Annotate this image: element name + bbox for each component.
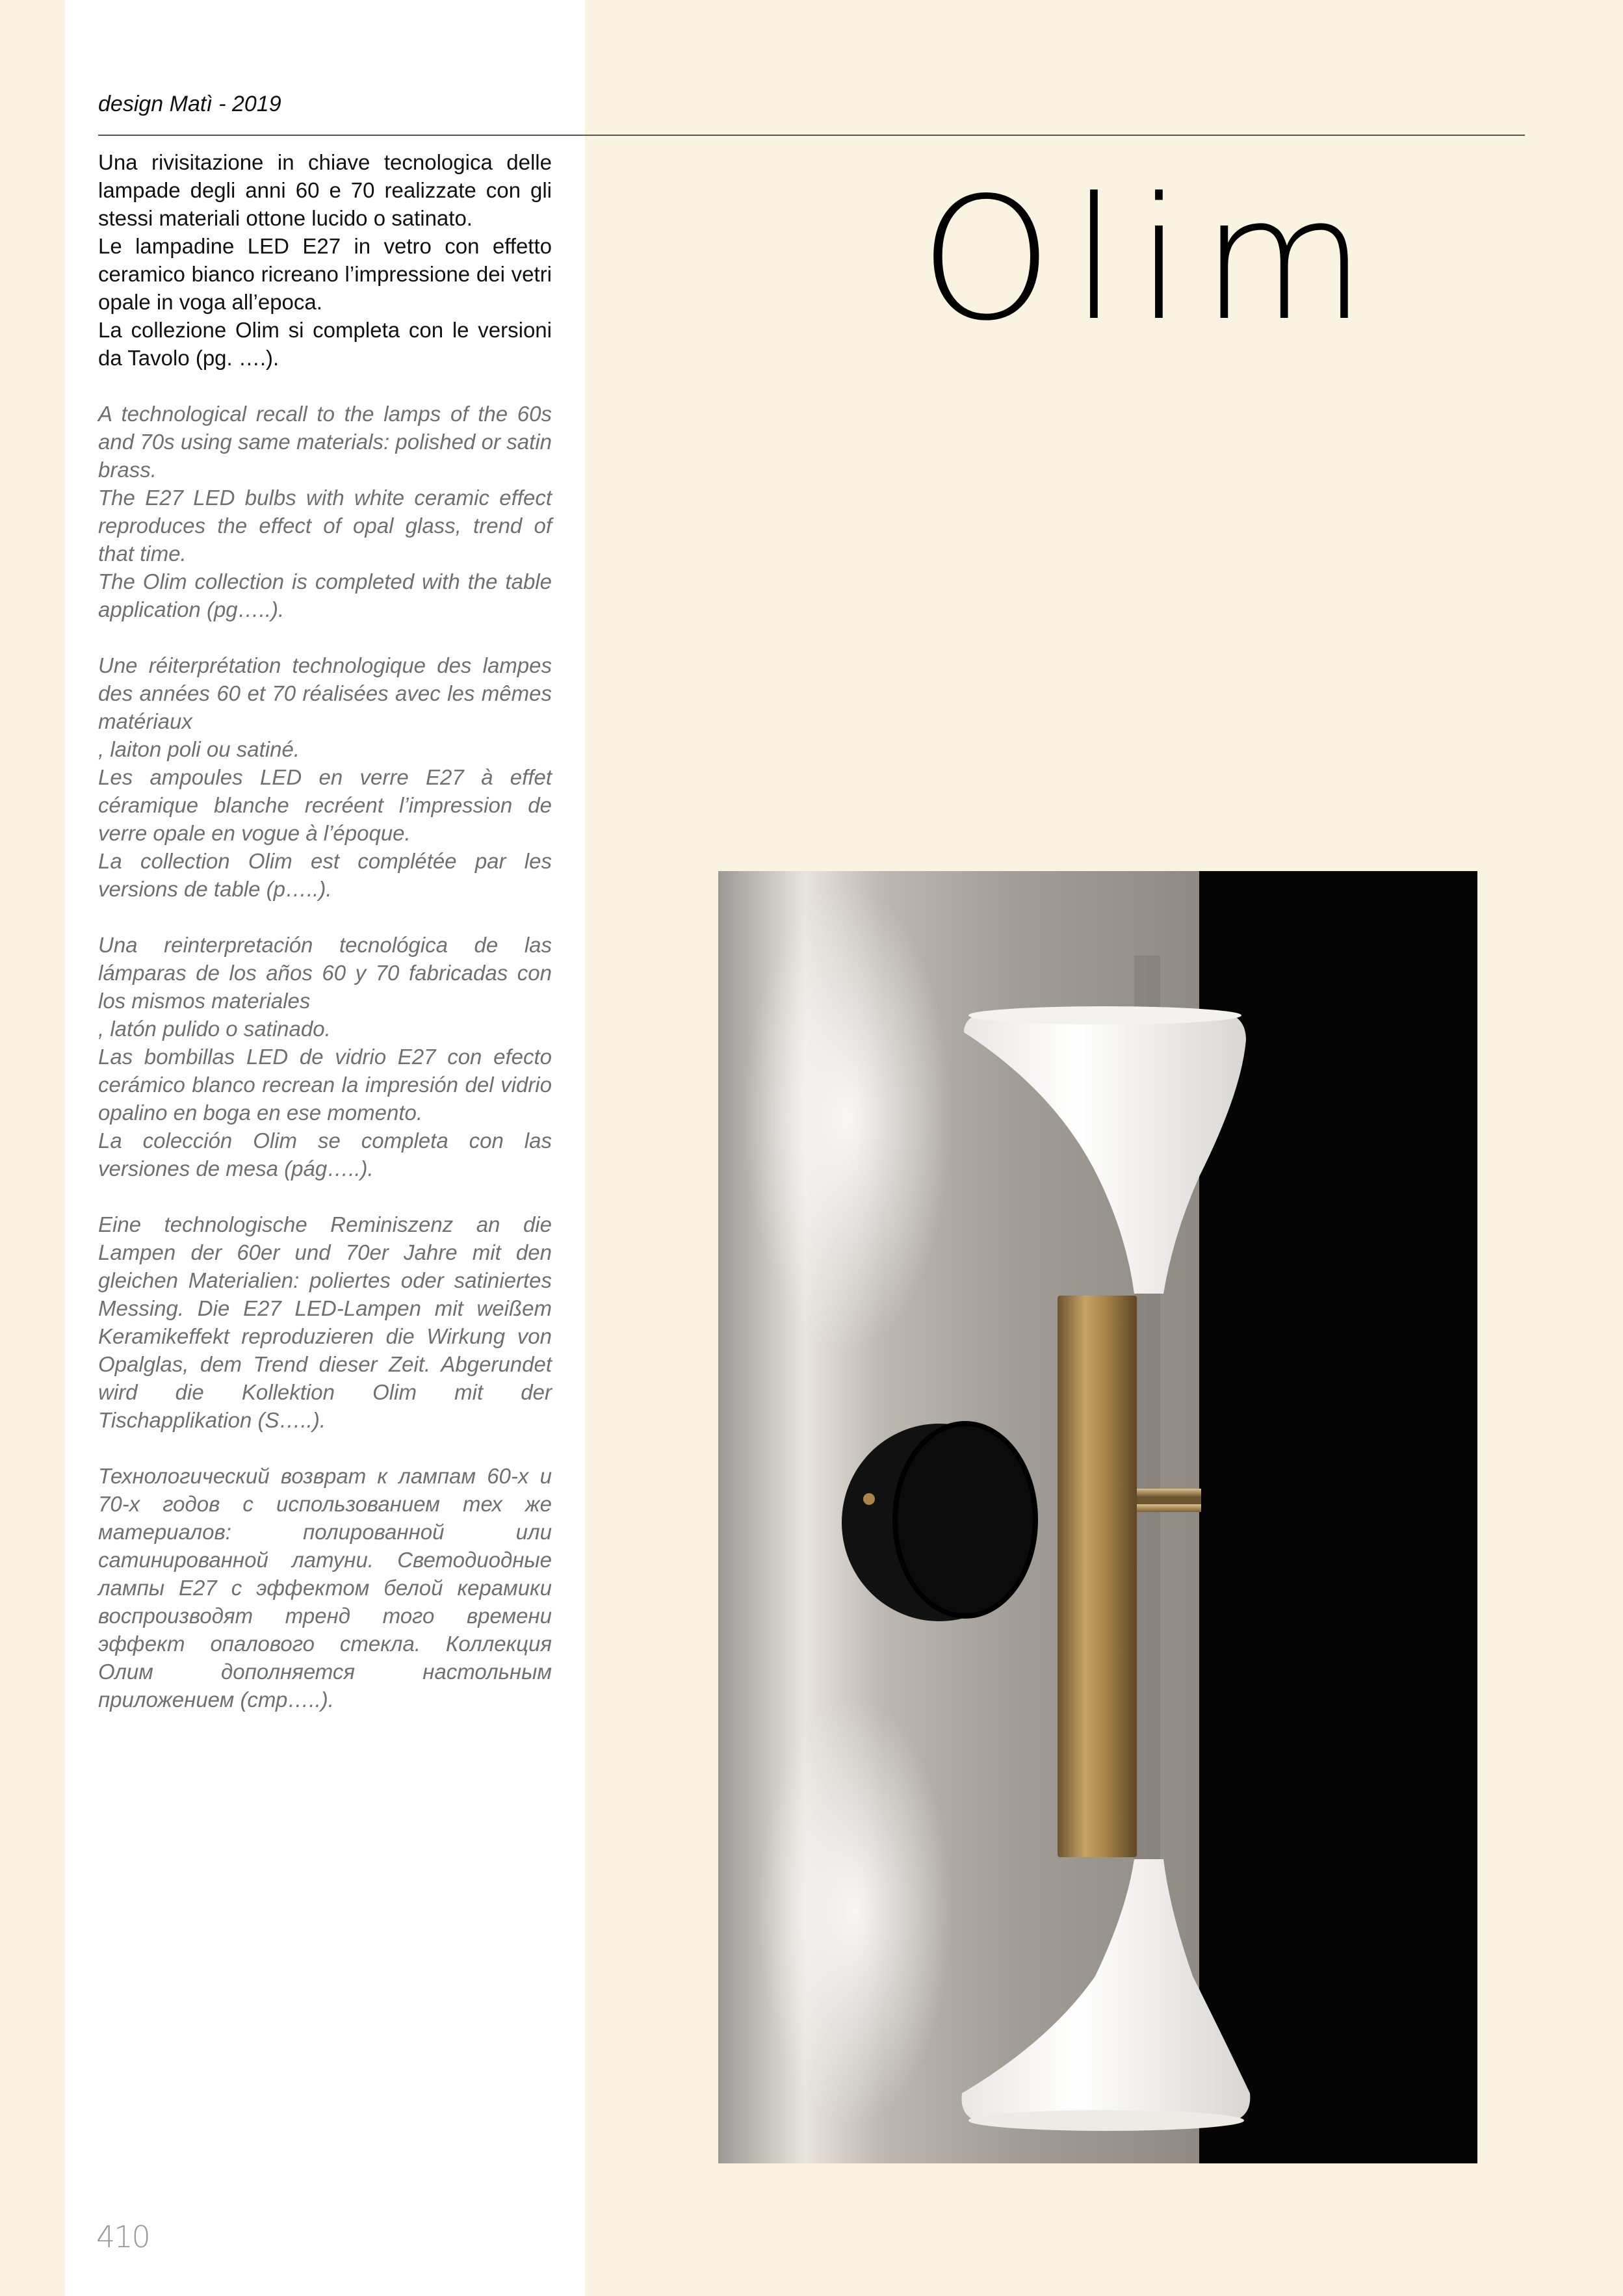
- olim-wall-lamp-photo: [718, 871, 1477, 2163]
- designer-credit: design Matì - 2019: [98, 92, 281, 116]
- description-italian: Una rivisitazione in chiave tecnologica delle lampade degli anni 60 e 70 realizzate con gli stessi materiali ottone lucido o satinato. Le lampadine LED E27 in vetro con effetto ceramico bianco ricreano l’impressione dei vetri opale in voga all’epoca. La collezione Olim si completa con le versioni da Tavolo (pg. ….).: [98, 150, 552, 370]
- description-spanish: Una reinterpretación tecnológica de las lámparas de los años 60 y 70 fabricadas con los mismos materiales , latón pulido o satinado. Las bombillas LED de vidrio E27 con efecto cerámico blanco recrean la impresión del vidrio opalino en boga en ese momento. La colección Olim se completa con las versiones de mesa (pág…..).: [98, 933, 552, 1181]
- description-french: Une réiterprétation technologique des lampes des années 60 et 70 réalisées avec les mêmes matériaux , laiton poli ou satiné. Les ampoules LED en verre E27 à effet céramique blanche recréent l’impression de verre opale en vogue à l’époque. La collection Olim est complétée par les versions de table (p…..).: [98, 653, 552, 901]
- description-german: Eine technologische Reminiszenz an die Lampen der 60er und 70er Jahre mit den gleichen Materialien: poliertes oder satiniertes Messing. Die E27 LED-Lampen mit weißem Keramikeffekt reproduzieren die Wirkung von Opalglas, dem Trend dieser Zeit. Abgerundet wird die Kollektion Olim mit der Tischapplikation (S…..).: [98, 1212, 552, 1432]
- header-rule: [98, 135, 1525, 136]
- description-russian: Технологический возврат к лампам 60-х и 70-х годов с использованием тех же материалов: полированной или сатинированной латуни. Светодиодные лампы E27 с эффектом белой керамики воспроизводят тренд того времени эффект опалового стекла. Коллекция Олим дополняется настольным приложением (стр…..).: [98, 1464, 552, 1712]
- product-title: Olim: [920, 162, 1384, 358]
- description-column: [98, 148, 552, 1742]
- page-number: 410: [96, 2219, 149, 2254]
- description-english: A technological recall to the lamps of the 60s and 70s using same materials: polished or satin brass. The E27 LED bulbs with white ceramic effect reproduces the effect of opal glass, trend of that time. The Olim collection is completed with the table application (pg…..).: [98, 402, 552, 621]
